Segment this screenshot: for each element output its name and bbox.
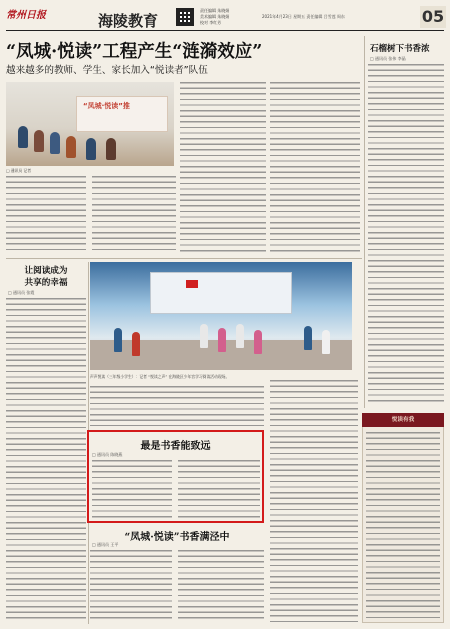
photo-figure <box>18 126 28 148</box>
lead-text-col <box>6 176 86 254</box>
performer <box>200 324 208 348</box>
side-column-title: 石榴树下书香浓 <box>370 44 430 54</box>
stage-screen <box>150 272 292 314</box>
photo-figure <box>106 138 116 160</box>
middle-text <box>90 386 264 426</box>
performer <box>322 330 330 354</box>
side-column-byline: □ 通讯员 张伟 李晶 <box>370 56 406 61</box>
column-divider <box>364 36 365 408</box>
performer <box>254 330 262 354</box>
performance-photo-caption: 声声悦读（三年级小学生）：记者 “悦读之声” 在海陵区少年宫学习阅读活动现场。 <box>90 374 230 379</box>
lead-text-col <box>270 82 360 254</box>
performer <box>236 324 244 348</box>
lead-photo <box>6 82 174 166</box>
lead-photo-caption: □ 通讯员 记者 <box>6 168 31 173</box>
bottom-article-byline: □ 通讯员 王平 <box>92 542 119 547</box>
left-feature-title-line2: 共享的幸福 <box>24 278 68 288</box>
photo-banner <box>76 96 168 132</box>
performer <box>304 326 312 350</box>
lead-headline: “凤城·悦读”工程产生“涟漪效应” <box>6 42 263 62</box>
flag-icon <box>186 280 198 288</box>
newspaper-logo: 常州日报 <box>6 10 46 21</box>
left-feature-byline: □ 通讯员 张霞 <box>8 290 35 295</box>
lead-subhead: 越来越多的教师、学生、家长加入“悦读者”队伍 <box>6 65 208 76</box>
performer <box>132 332 140 356</box>
photo-figure <box>34 130 44 152</box>
performer <box>114 328 122 352</box>
performance-photo <box>90 262 352 370</box>
page-number: 05 <box>421 7 445 26</box>
lead-text-col <box>92 176 176 254</box>
highlight-text-col <box>178 460 260 518</box>
left-feature-text <box>6 298 86 623</box>
performer <box>218 328 226 352</box>
masthead-rule <box>6 30 444 31</box>
sidebar-banner: 悦读有我 <box>362 413 444 427</box>
left-feature-title: 让阅读成为 <box>24 266 68 276</box>
photo-figure <box>86 138 96 160</box>
highlight-byline: □ 通讯员 陈晓燕 <box>92 452 123 457</box>
bottom-text-col <box>90 550 172 623</box>
highlight-text-col <box>92 460 172 518</box>
photo-figure <box>50 132 60 154</box>
side-column-text <box>368 64 444 404</box>
dateline: 2021年4月23日 星期五 责任编辑 吕雪莲 周东 <box>262 14 345 19</box>
bottom-text-col <box>178 550 264 623</box>
editors-credit: 责任编辑 朱晓娟 美术编辑 朱晓娟 校对 李红芳 <box>200 8 230 25</box>
section-title: 海陵教育 <box>98 12 159 30</box>
bottom-article-title: “凤城·悦读”书香满泾中 <box>124 532 230 543</box>
sidebar-text <box>366 432 440 618</box>
photo-figure <box>66 136 76 158</box>
right-mid-text <box>270 380 358 623</box>
lead-text-col <box>180 82 266 254</box>
qr-code-icon <box>176 8 194 26</box>
highlight-title: 最是书香能致远 <box>140 441 211 452</box>
section-divider <box>6 258 362 259</box>
photo-banner-text: “凤城·悦读”推 <box>83 102 130 110</box>
